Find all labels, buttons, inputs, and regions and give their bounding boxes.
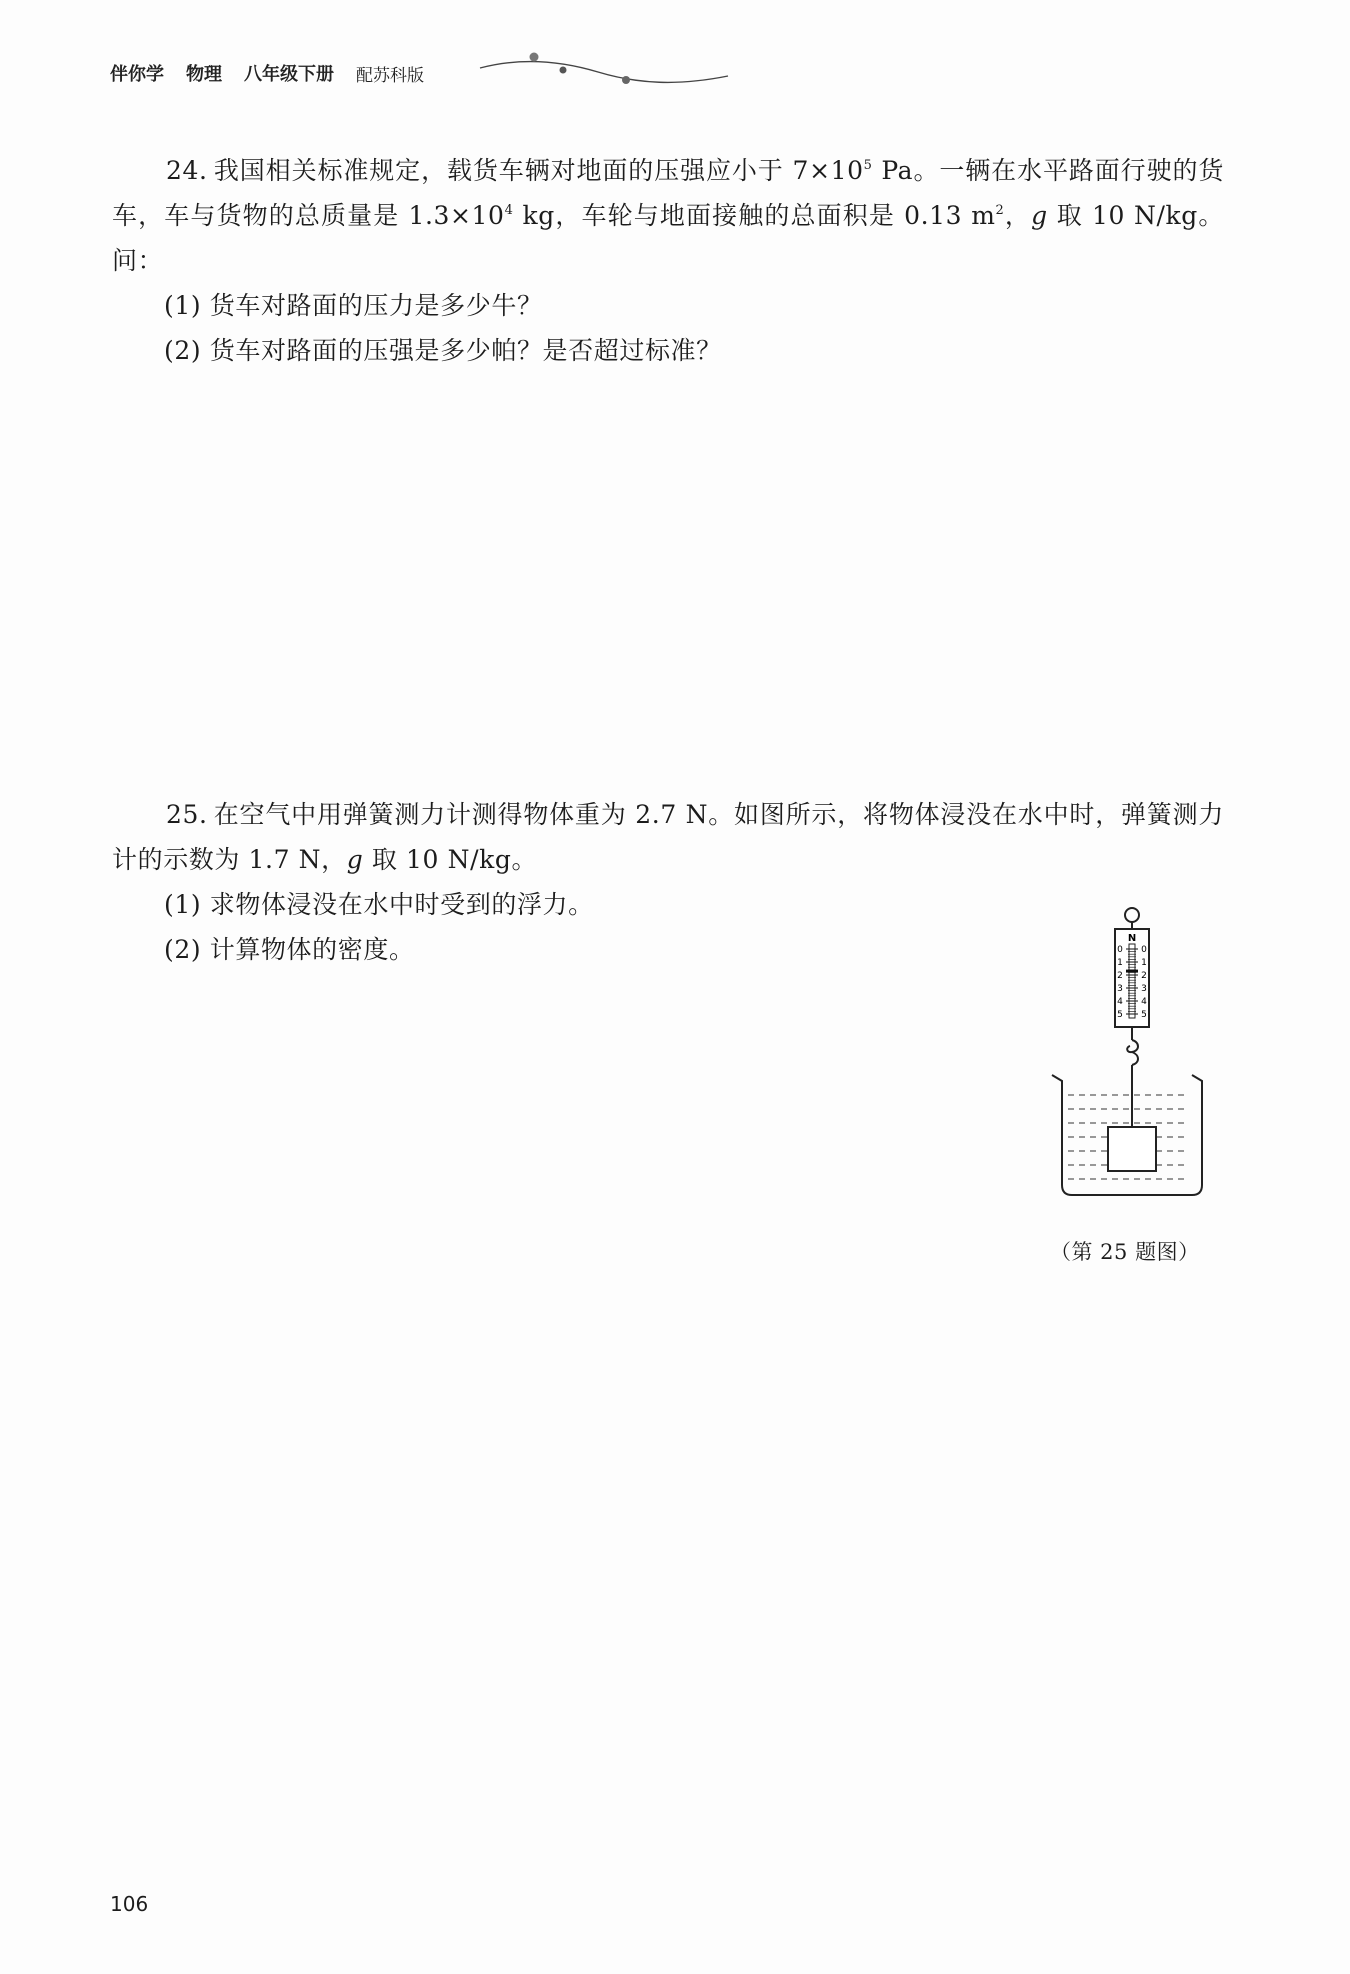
figure-caption: （第 25 题图） (1050, 1240, 1200, 1264)
scale-pointer (1126, 970, 1138, 973)
running-header (110, 58, 434, 88)
scale-left-label: 1 (1117, 958, 1123, 968)
book-edition: 配苏科版 (356, 65, 424, 86)
scale-hook (1127, 1040, 1138, 1052)
question-number: 24. (166, 156, 208, 185)
scale-right-label: 3 (1141, 984, 1147, 994)
submerged-object (1108, 1127, 1156, 1171)
scale-left-label: 2 (1117, 971, 1123, 981)
scale-left-label: 0 (1117, 945, 1123, 955)
book-subject: 物理 (186, 64, 222, 85)
spring-scale-beaker-figure (1040, 895, 1210, 1210)
scale-unit-label: N (1127, 933, 1137, 944)
scale-left-label: 3 (1117, 984, 1123, 994)
book-grade: 八年级下册 (244, 64, 334, 85)
scale-right-label: 0 (1141, 945, 1147, 955)
scale-left-label: 4 (1117, 997, 1123, 1007)
scale-right-label: 1 (1141, 958, 1147, 968)
scale-ring (1125, 908, 1139, 922)
question-25-part-2: (2) 计算物体的密度。 (164, 935, 415, 964)
scale-left-label: 5 (1117, 1010, 1123, 1020)
question-24-stem: 24. 我国相关标准规定，载货车辆对地面的压强应小于 $7\times 10^5$ Pa。一辆在水平路面行驶的货车，车与货物的总质量是 $1.3\times 10^4$ kg，车轮与地面接触的总面积是 0.13 $m^2$，g 取 10 N/kg。问： (112, 156, 1224, 275)
question-24 (112, 148, 1224, 373)
page-number: 106 (110, 1892, 149, 1916)
book-series: 伴你学 (110, 64, 164, 85)
question-25-part-1: (1) 求物体浸没在水中时受到的浮力。 (164, 890, 594, 919)
scale-right-label: 4 (1141, 997, 1147, 1007)
scale-right-label: 5 (1141, 1010, 1147, 1020)
header-wave-decoration (478, 50, 738, 95)
question-number: 25. (166, 800, 208, 829)
question-24-part-2: (2) 货车对路面的压强是多少帕？是否超过标准？ (164, 336, 722, 365)
scale-right-label: 2 (1141, 971, 1147, 981)
question-25-stem: 25. 在空气中用弹簧测力计测得物体重为 2.7 N。如图所示，将物体浸没在水中时，弹簧测力计的示数为 1.7 N，g 取 10 N/kg。 (112, 800, 1224, 874)
question-24-part-1: (1) 货车对路面的压力是多少牛？ (164, 291, 543, 320)
